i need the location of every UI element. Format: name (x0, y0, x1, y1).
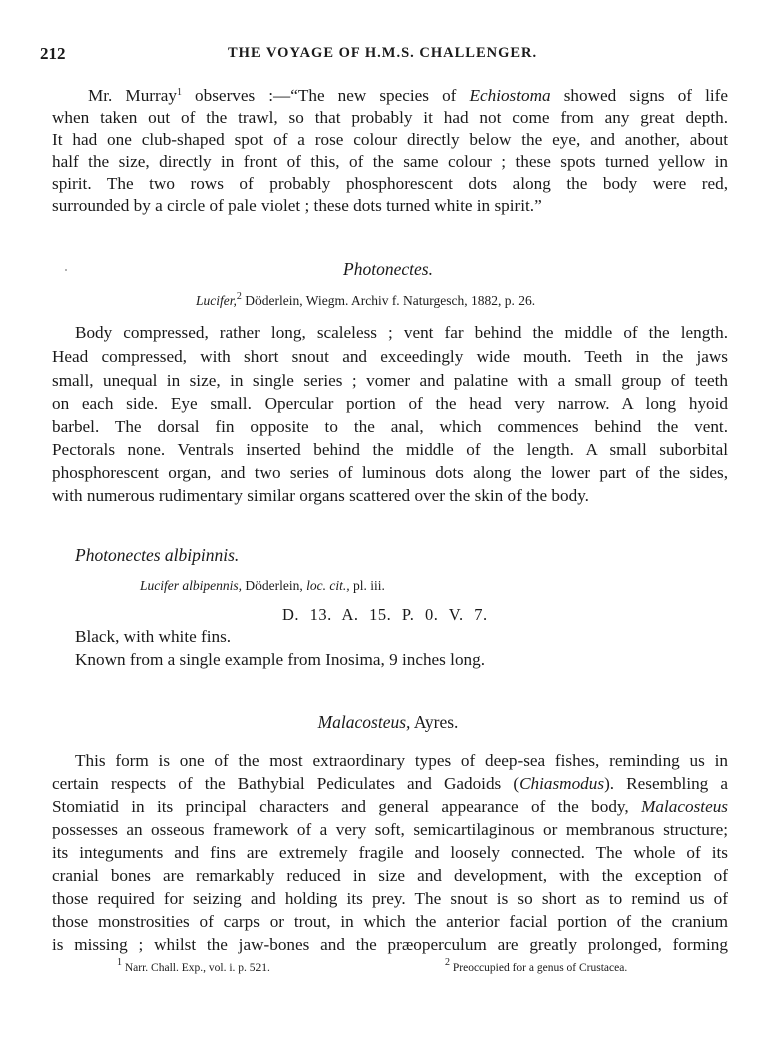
quote-line-6: surrounded by a circle of pale violet ; these dots turned white in spirit.” (52, 196, 542, 215)
malacosteus-line-3: Stomiatid in its principal characters and general appearance of the body, Malacosteus (52, 797, 728, 816)
malacosteus-line-2: certain respects of the Bathybial Pediculates and Gadoids (Chiasmodus). Resembling a (52, 774, 728, 793)
malacosteus-line-7: those required for seizing and holding its prey. The snout is so short as to remind us of (52, 889, 728, 908)
species-heading-albipinnis: Photonectes albipinnis. (75, 545, 240, 565)
photonectes-desc-line-6: Pectorals none. Ventrals inserted behind the middle of the length. A small suborbital (52, 440, 728, 459)
quote-line-4: half the size, directly in front of this, of the same colour ; these spots turned yellow in (52, 152, 728, 171)
albipinnis-known-from: Known from a single example from Inosima, 9 inches long. (75, 650, 486, 669)
genus-heading-malacosteus: Malacosteus, Ayres. (317, 712, 459, 732)
running-title: THE VOYAGE OF H.M.S. CHALLENGER. (228, 45, 538, 61)
malacosteus-line-6: cranial bones are remarkably reduced in size and development, with the exception of (52, 866, 728, 885)
genus-malacosteus-inline: Malacosteus (641, 797, 728, 816)
quote-line-5: spirit. The two rows of probably phosphorescent dots along the body were red, (52, 174, 728, 193)
malacosteus-line-5: its integuments and fins are extremely fragile and loosely connected. The whole of its (52, 843, 728, 862)
photonectes-desc-line-3: small, unequal in size, in single series ; vomer and palatine with a small group of teeth (52, 371, 728, 390)
genus-echiostoma: Echiostoma (469, 86, 551, 105)
quote-line-3: It had one club-shaped spot of a rose colour directly below the eye, and another, about (52, 130, 728, 149)
malacosteus-line-9: is missing ; whilst the jaw-bones and the præoperculum are greatly prolonged, forming (52, 935, 728, 954)
photonectes-desc-line-4: on each side. Eye small. Opercular portion of the head very narrow. A long hyoid (52, 394, 728, 413)
photonectes-desc-line-5: barbel. The dorsal fin opposite to the anal, which commences behind the vent. (52, 417, 728, 436)
malacosteus-line-4: possesses an osseous framework of a very soft, semicartilaginous or membranous structure; (52, 820, 728, 839)
photonectes-desc-line-8: with numerous rudimentary similar organs scattered over the skin of the body. (52, 486, 589, 505)
footnote-2: $^2$ Preoccupied for a genus of Crustacea. (445, 957, 628, 974)
albipinnis-colour: Black, with white fins. (75, 627, 232, 646)
photonectes-desc-line-7: phosphorescent organ, and two series of luminous dots along the lower part of the sides, (52, 463, 728, 482)
malacosteus-line-8: those monstrosities of carps or trout, in which the anterior facial portion of the cranium (52, 912, 728, 931)
fin-ray-formula: D. 13. A. 15. P. 0. V. 7. (282, 605, 488, 624)
photonectes-reference: Lucifer,$^2$ Döderlein, Wiegm. Archiv f. Naturgesch, 1882, p. 26. (196, 291, 536, 308)
quote-line-1: Mr. Murray$^1$ observes :—“The new species of Echiostoma showed signs of life (88, 86, 728, 105)
photonectes-desc-line-1: Body compressed, rather long, scaleless ; vent far behind the middle of the length. (75, 323, 728, 342)
photonectes-desc-line-2: Head compressed, with short snout and exceedingly wide mouth. Teeth in the jaws (52, 347, 728, 366)
genus-heading-photonectes: Photonectes. (343, 259, 433, 279)
footnote-1: $^1$ Narr. Chall. Exp., vol. i. p. 521. (117, 957, 270, 974)
page-number: 212 (40, 44, 66, 63)
albipinnis-reference: Lucifer albipennis, Döderlein, loc. cit., pl. iii. (140, 578, 385, 593)
genus-chiasmodus: Chiasmodus (519, 774, 605, 793)
malacosteus-line-1: This form is one of the most extraordinary types of deep-sea fishes, reminding us in (75, 751, 728, 770)
quote-line-2: when taken out of the trawl, so that probably it had not come from any great depth. (52, 108, 728, 127)
